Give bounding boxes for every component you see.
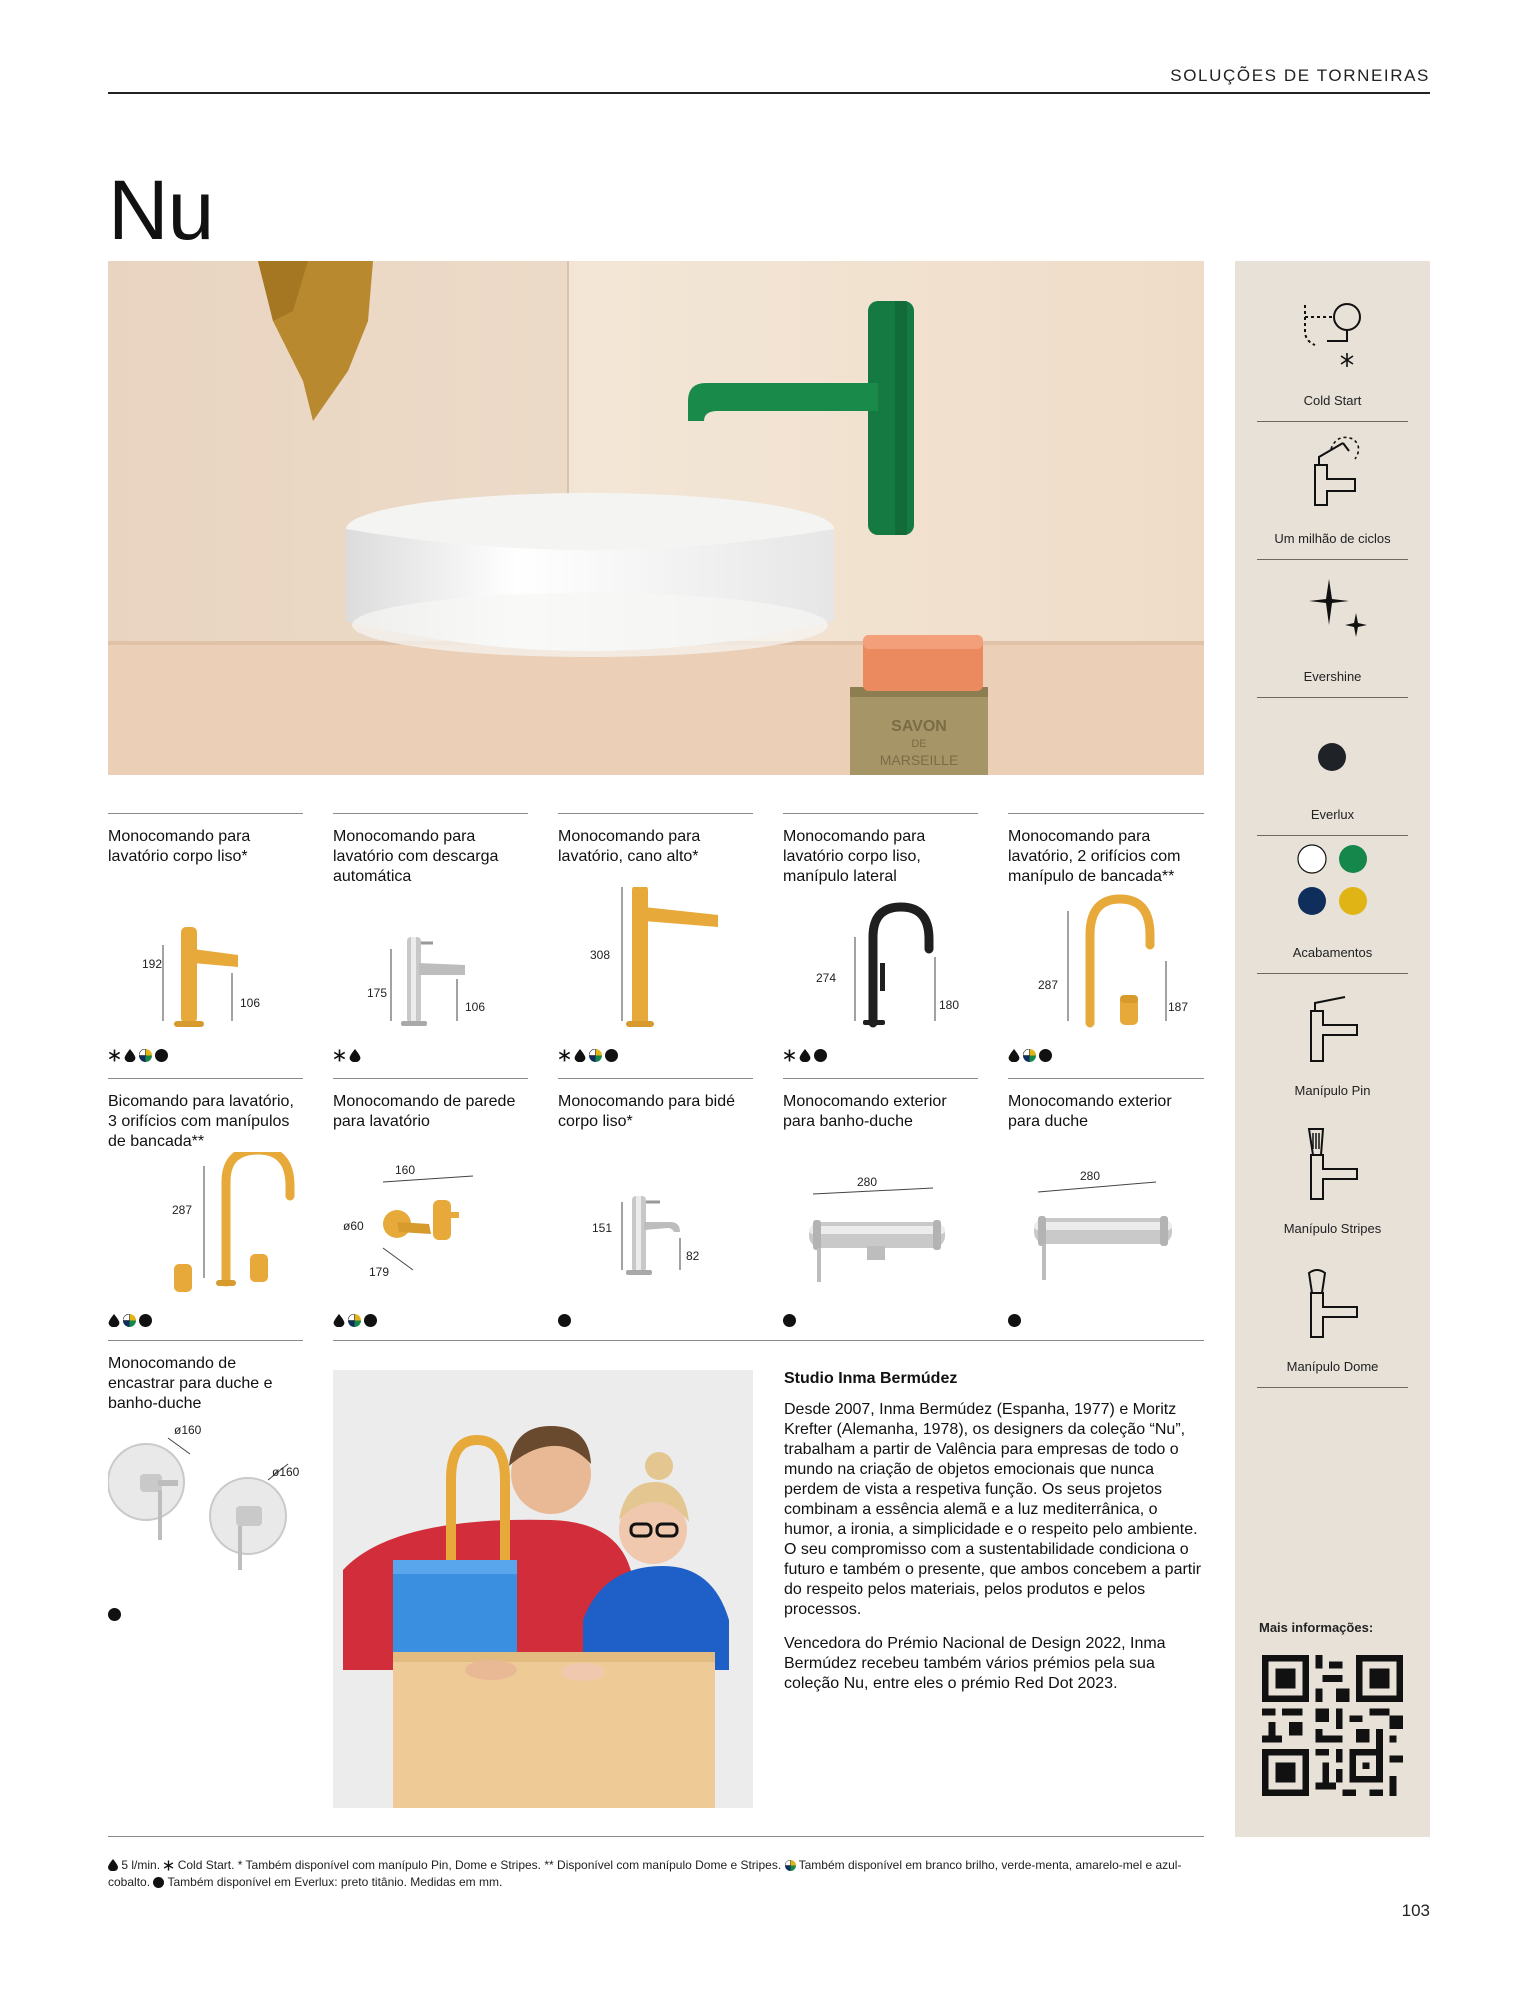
product-name: Monocomando exterior para banho-duche xyxy=(783,1093,947,1130)
dimension-label: 280 xyxy=(857,1175,878,1189)
feature-label: Manípulo Pin xyxy=(1294,1083,1371,1098)
product-name: Monocomando de encastrar para duche e banho-duche xyxy=(108,1355,273,1412)
product-card xyxy=(783,813,978,1075)
product-illustration xyxy=(558,1152,753,1302)
snowflake-icon xyxy=(558,1049,571,1062)
product-card xyxy=(333,813,528,1075)
footnote-flow: 5 l/min. xyxy=(121,1858,161,1872)
water-drop-icon xyxy=(333,1314,345,1327)
finishes-icon xyxy=(123,1314,136,1327)
product-card xyxy=(558,1078,753,1340)
svg-text:MARSEILLE: MARSEILLE xyxy=(879,752,959,768)
footnote-double-asterisk: ** Disponível com manípulo Dome e Stripes. xyxy=(544,1858,782,1872)
water-drop-icon xyxy=(799,1049,811,1062)
everlux-icon xyxy=(558,1314,571,1327)
product-illustration xyxy=(108,1152,303,1302)
dimension-label: 187 xyxy=(1168,1000,1189,1014)
card-divider xyxy=(558,1078,753,1079)
card-divider xyxy=(783,1078,978,1079)
everlux-icon xyxy=(605,1049,618,1062)
studio-paragraph: Vencedora do Prémio Nacional de Design 2022, Inma Bermúdez recebeu também vários prémios pela sua coleção Nu, entre eles o prémio Red Dot 2023. xyxy=(784,1635,1166,1692)
feature-icons xyxy=(783,1049,827,1062)
feature-divider xyxy=(1257,1387,1408,1388)
page-number: 103 xyxy=(1401,1901,1430,1920)
dimension-label: ø60 xyxy=(343,1219,364,1233)
everlux-icon xyxy=(783,1314,796,1327)
product-illustration xyxy=(333,887,528,1037)
designers-photo xyxy=(333,1370,753,1808)
dimension-label: 106 xyxy=(240,996,261,1010)
card-divider xyxy=(108,813,303,814)
product-illustration xyxy=(783,887,978,1037)
product-name: Bicomando para lavatório, 3 orifícios com manípulos de bancada** xyxy=(108,1093,294,1150)
svg-text:DE: DE xyxy=(911,738,927,750)
feature-everlux xyxy=(1257,697,1408,837)
product-name: Monocomando para lavatório com descarga automática xyxy=(333,828,499,885)
card-divider xyxy=(333,1078,528,1079)
footer-divider xyxy=(108,1836,1204,1837)
product-card xyxy=(333,1078,528,1340)
feature-dome-handle xyxy=(1257,1249,1408,1389)
svg-text:SAVON: SAVON xyxy=(891,718,947,735)
card-divider xyxy=(558,813,753,814)
water-drop-icon xyxy=(108,1859,118,1871)
dimension-label: 280 xyxy=(1080,1169,1101,1183)
footnote-everlux: Também disponível em Everlux: preto titânio. xyxy=(167,1875,407,1889)
more-info-label: Mais informações: xyxy=(1259,1620,1374,1635)
snowflake-icon xyxy=(108,1049,121,1062)
dimension-label: 179 xyxy=(369,1265,390,1279)
everlux-icon xyxy=(155,1049,168,1062)
dimension-label: 274 xyxy=(816,971,837,985)
product-name: Monocomando para lavatório corpo liso, manípulo lateral xyxy=(783,828,926,885)
feature-icons xyxy=(558,1314,571,1327)
dimension-label: 151 xyxy=(592,1221,613,1235)
product-illustration xyxy=(1008,1152,1204,1302)
water-drop-icon xyxy=(574,1049,586,1062)
grid-divider xyxy=(333,1340,1204,1341)
product-card xyxy=(108,1078,303,1340)
finishes-icon xyxy=(589,1049,602,1062)
million-cycles-icon xyxy=(1257,421,1408,513)
water-drop-icon xyxy=(124,1049,136,1062)
product-name: Monocomando para lavatório, 2 orifícios com manípulo de bancada** xyxy=(1008,828,1181,885)
dimension-label: 308 xyxy=(590,948,611,962)
everlux-icon xyxy=(364,1314,377,1327)
feature-icons xyxy=(108,1608,121,1621)
feature-icons xyxy=(108,1049,168,1062)
footnote xyxy=(108,1857,1198,1891)
snowflake-icon xyxy=(333,1049,346,1062)
feature-label: Manípulo Stripes xyxy=(1283,1221,1382,1236)
feature-icons xyxy=(1008,1049,1052,1062)
feature-label: Evershine xyxy=(1303,669,1362,684)
everlux-swatch-icon xyxy=(1257,697,1408,789)
product-illustration xyxy=(783,1152,978,1302)
hero-photo xyxy=(108,261,1204,775)
product-card xyxy=(1008,813,1204,1075)
everlux-icon xyxy=(139,1314,152,1327)
card-divider xyxy=(108,1078,303,1079)
studio-description xyxy=(784,1400,1204,1708)
pin-handle-icon xyxy=(1257,973,1408,1065)
dimension-label: 82 xyxy=(686,1249,700,1263)
everlux-icon xyxy=(108,1608,121,1621)
product-illustration xyxy=(108,887,303,1037)
dimension-label: 175 xyxy=(367,986,388,1000)
water-drop-icon xyxy=(349,1049,361,1062)
finishes-icon xyxy=(139,1049,152,1062)
dimension-label: 160 xyxy=(395,1163,416,1177)
snowflake-icon xyxy=(783,1049,796,1062)
card-divider xyxy=(108,1340,303,1341)
footnote-single-asterisk: * Também disponível com manípulo Pin, Dome e Stripes. xyxy=(237,1858,542,1872)
studio-heading: Studio Inma Bermúdez xyxy=(784,1370,958,1387)
dimension-label: ø160 xyxy=(272,1465,300,1479)
feature-icons xyxy=(333,1314,377,1327)
footnote-cold-start: Cold Start. xyxy=(177,1858,235,1872)
card-divider xyxy=(783,813,978,814)
page-title: Nu xyxy=(108,163,214,257)
footnote-finishes: Também disponível em branco brilho, verde-menta, amarelo-mel e azul-cobalto. xyxy=(108,1858,1182,1889)
water-drop-icon xyxy=(108,1314,120,1327)
water-drop-icon xyxy=(1008,1049,1020,1062)
dimension-label: 287 xyxy=(172,1203,193,1217)
dome-handle-icon xyxy=(1257,1249,1408,1341)
card-divider xyxy=(1008,1078,1204,1079)
feature-label: Acabamentos xyxy=(1292,945,1373,960)
feature-finishes xyxy=(1257,835,1408,975)
everlux-icon xyxy=(1039,1049,1052,1062)
everlux-icon xyxy=(153,1877,164,1888)
product-illustration xyxy=(108,1420,303,1570)
dimension-label: 180 xyxy=(939,998,960,1012)
finishes-swatches-icon xyxy=(1257,835,1408,927)
finishes-icon xyxy=(348,1314,361,1327)
footnote-units: Medidas em mm. xyxy=(410,1875,503,1889)
everlux-icon xyxy=(814,1049,827,1062)
header-divider xyxy=(108,92,1430,94)
product-card xyxy=(783,1078,978,1340)
dimension-label: 192 xyxy=(142,957,163,971)
product-name: Monocomando para lavatório, cano alto* xyxy=(558,828,701,865)
dimension-label: ø160 xyxy=(174,1423,202,1437)
product-illustration xyxy=(558,887,753,1037)
dimension-label: 106 xyxy=(465,1000,486,1014)
feature-label: Um milhão de ciclos xyxy=(1274,531,1391,546)
feature-million-cycles xyxy=(1257,421,1408,561)
card-divider xyxy=(1008,813,1204,814)
product-name: Monocomando exterior para duche xyxy=(1008,1093,1172,1130)
product-illustration xyxy=(333,1152,528,1302)
feature-evershine xyxy=(1257,559,1408,699)
snowflake-icon xyxy=(163,1860,174,1871)
stripes-handle-icon xyxy=(1257,1111,1408,1203)
feature-pin-handle xyxy=(1257,973,1408,1113)
product-card xyxy=(108,813,303,1075)
feature-icons xyxy=(558,1049,618,1062)
section-label: SOLUÇÕES DE TORNEIRAS xyxy=(1170,66,1430,85)
everlux-icon xyxy=(1008,1314,1021,1327)
qr-code[interactable] xyxy=(1262,1655,1403,1796)
product-name: Monocomando para bidé corpo liso* xyxy=(558,1093,736,1130)
cold-start-icon xyxy=(1257,283,1408,375)
feature-icons xyxy=(1008,1314,1021,1327)
product-card xyxy=(1008,1078,1204,1340)
product-illustration xyxy=(1008,887,1204,1037)
dimension-label: 287 xyxy=(1038,978,1059,992)
feature-icons xyxy=(108,1314,152,1327)
feature-cold-start xyxy=(1257,283,1408,423)
product-card xyxy=(108,1340,303,1630)
evershine-icon xyxy=(1257,559,1408,651)
product-name: Monocomando para lavatório corpo liso* xyxy=(108,828,251,865)
feature-label: Everlux xyxy=(1310,807,1355,822)
studio-paragraph: Desde 2007, Inma Bermúdez (Espanha, 1977) e Moritz Krefter (Alemanha, 1978), os designers da coleção “Nu”, trabalham a partir de Valência para empresas de todo o mundo na criação de objetos emocionais que nunca perdem de vista a respetiva função. Os seus projetos combinam a essência alemã e a luz mediterrânica, o humor, a ironia, a simplicidade e o respeito pelo ambiente. O seu compromisso com a sustentabilidade condiciona o futuro e também o presente, que ambos concebem a partir do respeito pelos materiais, pelos produtos e pelos processos. xyxy=(784,1401,1202,1618)
product-card xyxy=(558,813,753,1075)
feature-label: Cold Start xyxy=(1303,393,1362,408)
feature-icons xyxy=(783,1314,796,1327)
finishes-icon xyxy=(1023,1049,1036,1062)
finishes-icon xyxy=(785,1860,796,1871)
feature-icons xyxy=(333,1049,361,1062)
feature-label: Manípulo Dome xyxy=(1286,1359,1379,1374)
card-divider xyxy=(333,813,528,814)
features-sidebar xyxy=(1235,261,1430,1837)
product-name: Monocomando de parede para lavatório xyxy=(333,1093,516,1130)
feature-stripes-handle xyxy=(1257,1111,1408,1251)
